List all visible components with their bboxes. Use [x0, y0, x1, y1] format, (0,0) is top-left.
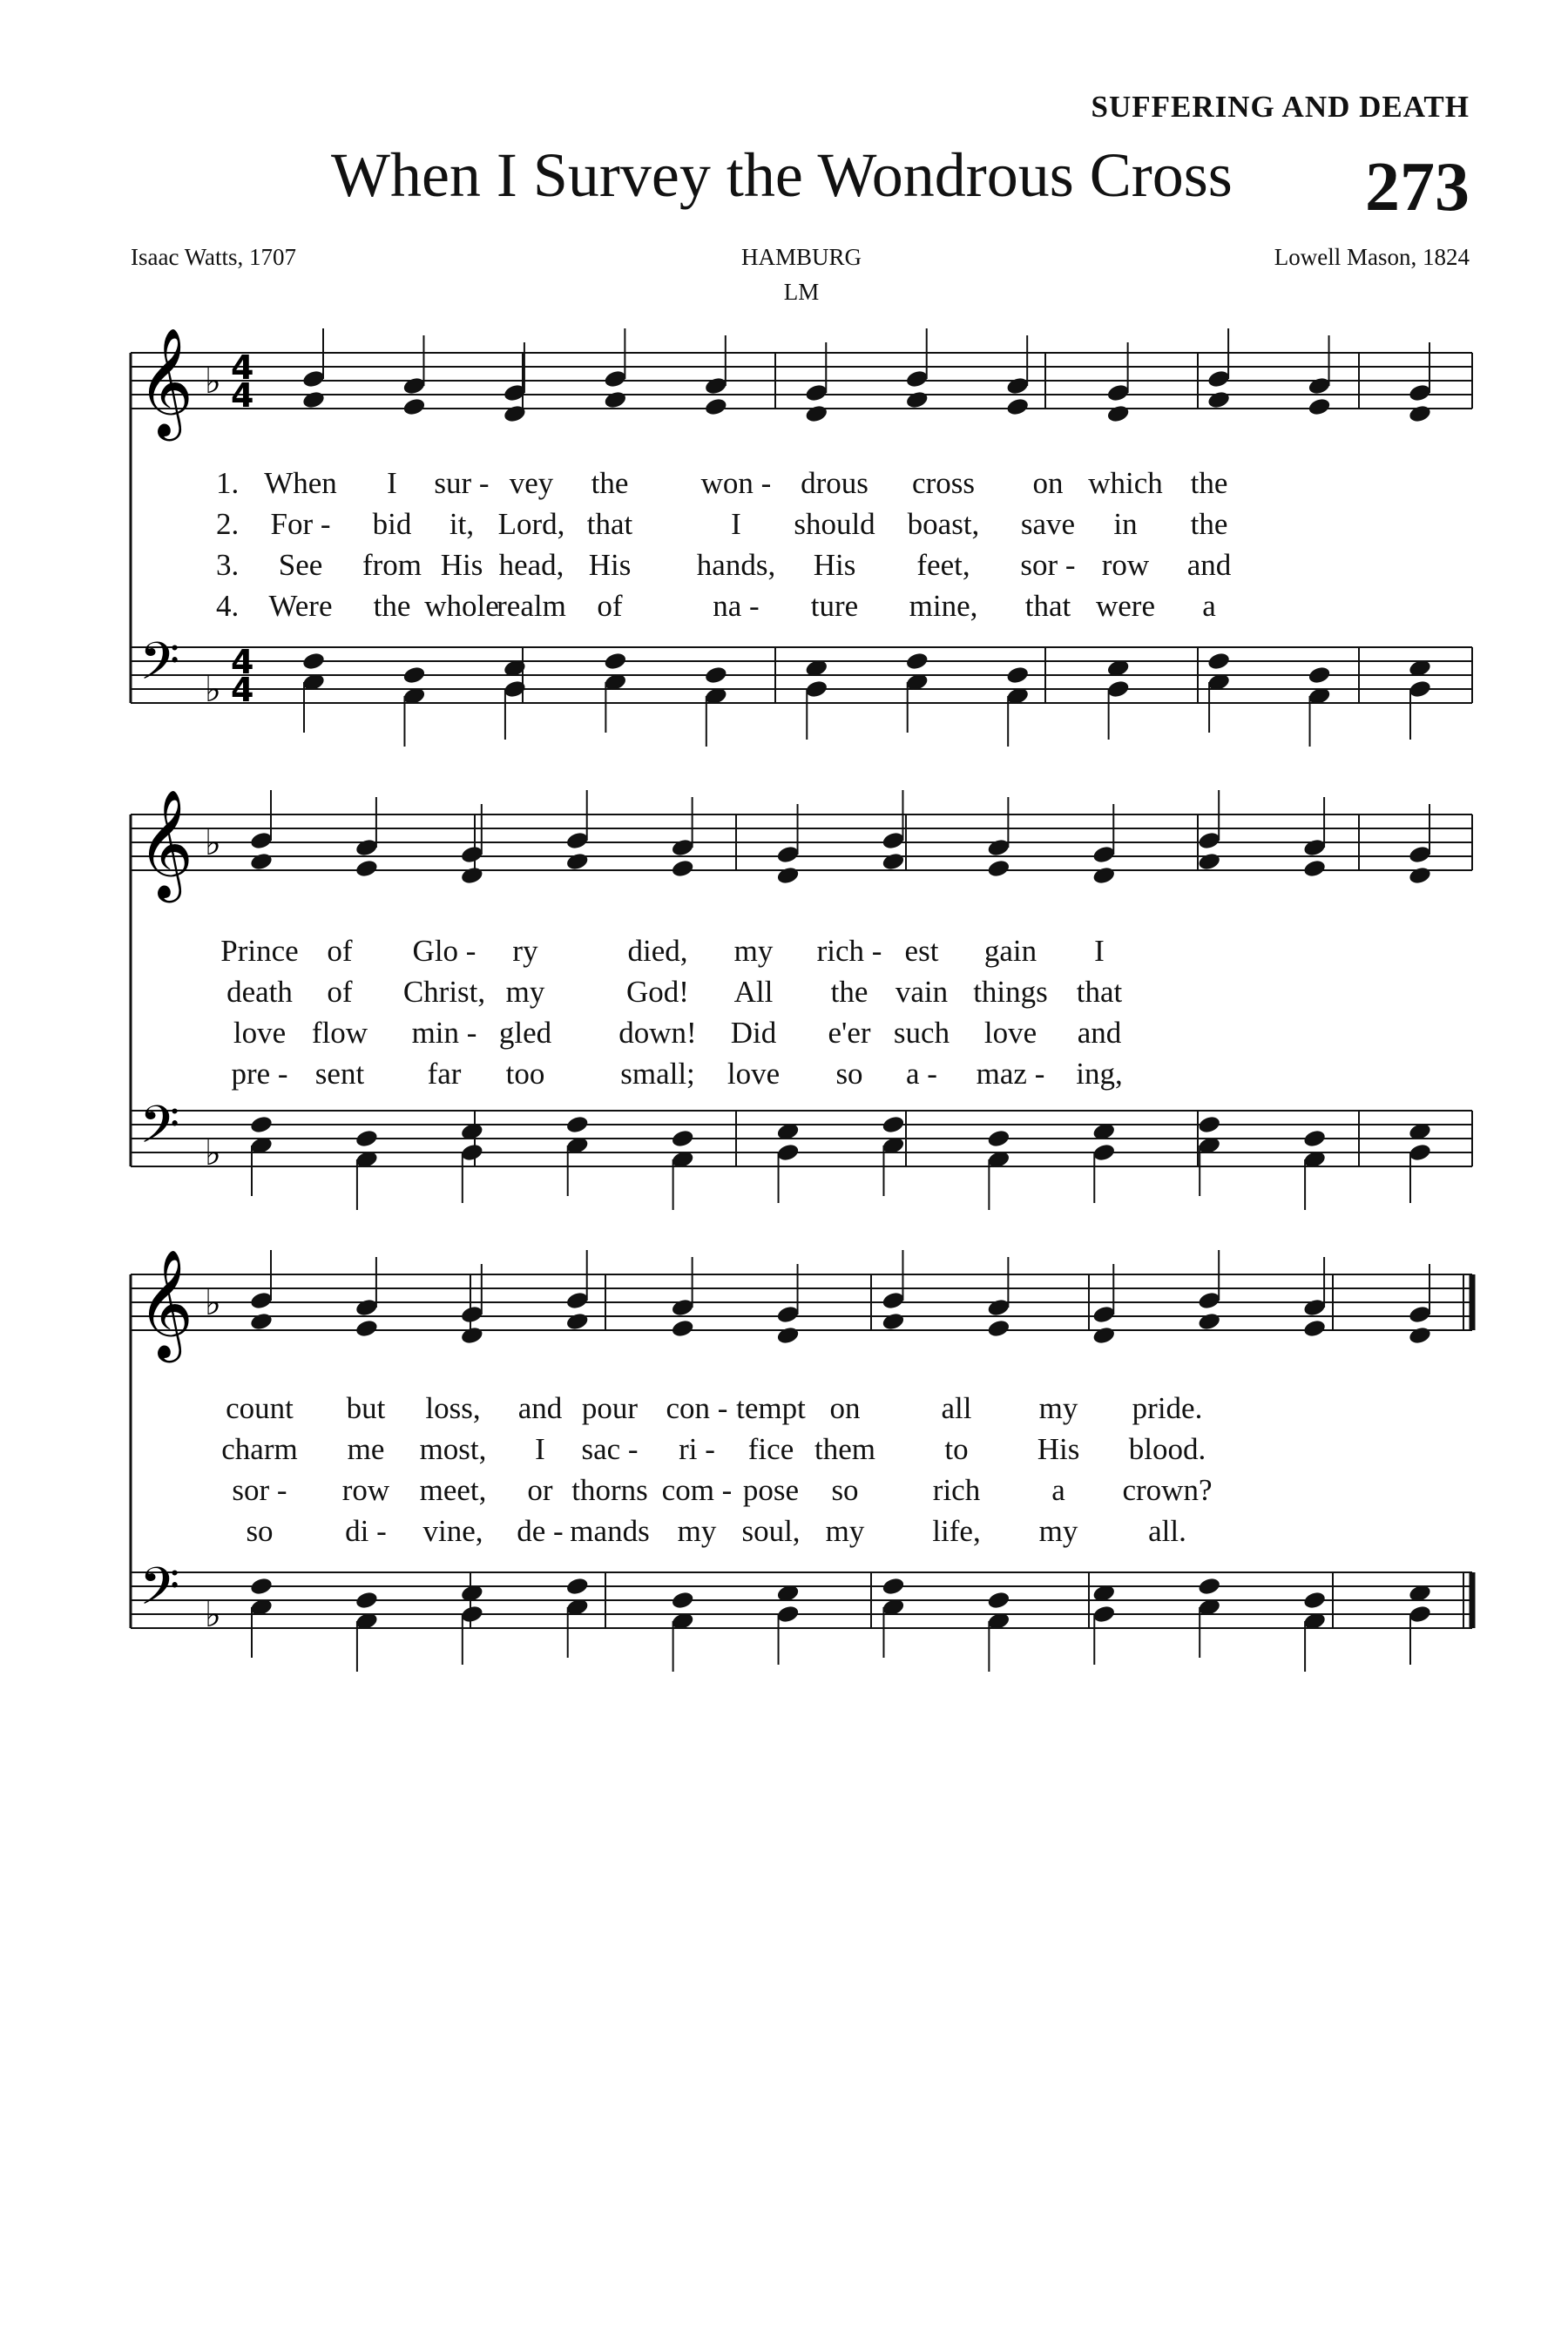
flat-key-signature-icon: ♭	[205, 362, 221, 402]
verse-number: 3.	[216, 548, 240, 582]
bass-notehead	[355, 1590, 379, 1610]
lyric-syllable: Christ,	[402, 975, 486, 1009]
treble-notehead	[355, 837, 379, 857]
lyric-syllable: min -	[411, 1016, 477, 1050]
lyric-syllable: which	[1088, 466, 1163, 500]
lyric-syllable: my	[677, 1514, 717, 1548]
lyric-syllable: pose	[742, 1473, 800, 1507]
lyric-syllable: gain	[983, 934, 1037, 968]
lyric-syllable: but	[346, 1391, 386, 1425]
verse-number: 2.	[216, 507, 240, 541]
lyric-syllable: flow	[311, 1016, 368, 1050]
treble-notehead	[1308, 375, 1332, 395]
lyric-syllable: it,	[449, 507, 475, 541]
treble-notehead	[1302, 837, 1327, 857]
time-signature-denominator: 4	[231, 671, 254, 709]
bass-notehead	[986, 1590, 1010, 1610]
lyric-syllable: rich	[932, 1473, 981, 1507]
lyric-syllable: charm	[221, 1432, 298, 1466]
lyric-syllable: His	[440, 548, 483, 582]
lyric-syllable: the	[591, 466, 629, 500]
lyric-syllable: and	[1077, 1016, 1122, 1050]
treble-notehead	[1197, 1290, 1221, 1310]
lyric-syllable: vain	[895, 975, 949, 1009]
bass-notehead	[881, 1576, 905, 1596]
bass-notehead	[776, 1142, 801, 1162]
bass-notehead	[565, 1576, 590, 1596]
lyric-syllable: na -	[713, 589, 760, 623]
bass-notehead	[565, 1114, 590, 1134]
lyric-syllable: cross	[912, 466, 975, 500]
lyric-syllable: most,	[419, 1432, 487, 1466]
treble-clef-icon: 𝄞	[138, 328, 193, 436]
treble-notehead	[402, 396, 426, 416]
treble-notehead	[1092, 844, 1116, 864]
lyric-syllable: a	[1202, 589, 1216, 623]
bass-notehead	[460, 1604, 484, 1624]
lyric-syllable: soul,	[741, 1514, 801, 1548]
lyric-syllable: that	[1024, 589, 1071, 623]
treble-notehead	[603, 368, 627, 389]
verse-number: 1.	[216, 466, 240, 500]
lyric-syllable: Were	[268, 589, 333, 623]
lyric-syllable: all	[941, 1391, 972, 1425]
lyric-syllable: on	[1032, 466, 1064, 500]
bass-clef-icon: 𝄢	[139, 1094, 180, 1167]
treble-notehead	[1302, 858, 1327, 878]
meter: LM	[783, 279, 820, 305]
treble-notehead	[704, 375, 728, 395]
lyric-syllable: Prince	[220, 934, 299, 968]
lyric-syllable: ri -	[679, 1432, 715, 1466]
hymn-title: When I Survey the Wondrous Cross	[331, 140, 1233, 210]
treble-notehead	[986, 1297, 1010, 1317]
lyric-syllable: His	[1037, 1432, 1080, 1466]
lyric-syllable: or	[527, 1473, 553, 1507]
treble-notehead	[905, 368, 929, 389]
treble-notehead	[460, 1304, 484, 1324]
bass-notehead	[1092, 1142, 1116, 1162]
lyric-syllable: on	[829, 1391, 861, 1425]
treble-notehead	[1106, 403, 1131, 423]
lyric-syllable: whole	[424, 589, 499, 623]
section-label: SUFFERING AND DEATH	[1091, 90, 1470, 124]
lyric-syllable: All	[733, 975, 774, 1009]
bass-notehead	[355, 1128, 379, 1148]
bass-notehead	[1408, 1604, 1432, 1624]
treble-notehead	[1005, 396, 1030, 416]
lyric-syllable: mands	[570, 1514, 650, 1548]
lyric-syllable: me	[347, 1432, 385, 1466]
treble-notehead	[249, 1290, 274, 1310]
lyric-syllable: sor -	[232, 1473, 287, 1507]
treble-notehead	[905, 389, 929, 409]
lyric-syllable: tempt	[736, 1391, 806, 1425]
bass-notehead	[301, 651, 326, 671]
lyric-syllable: Did	[730, 1016, 777, 1050]
lyric-syllable: my	[1038, 1391, 1078, 1425]
lyric-syllable: were	[1095, 589, 1156, 623]
treble-notehead	[355, 1297, 379, 1317]
treble-notehead	[1206, 389, 1231, 409]
lyric-syllable: vine,	[422, 1514, 483, 1548]
treble-notehead	[1197, 1311, 1221, 1331]
bass-notehead	[249, 1576, 274, 1596]
lyric-syllable: too	[505, 1057, 545, 1091]
treble-notehead	[704, 396, 728, 416]
bass-notehead	[804, 679, 828, 699]
lyric-syllable: I	[535, 1432, 545, 1466]
lyric-syllable: of	[597, 589, 623, 623]
bass-notehead	[881, 1114, 905, 1134]
treble-notehead	[881, 1311, 905, 1331]
treble-notehead	[460, 865, 484, 885]
treble-notehead	[355, 1318, 379, 1338]
treble-notehead	[301, 368, 326, 389]
lyric-syllable: est	[904, 934, 939, 968]
treble-notehead	[804, 403, 828, 423]
bass-notehead	[460, 1142, 484, 1162]
bass-clef-icon: 𝄢	[139, 631, 180, 704]
treble-notehead	[565, 1311, 590, 1331]
lyric-syllable: small;	[620, 1057, 695, 1091]
treble-notehead	[671, 1297, 695, 1317]
treble-notehead	[301, 389, 326, 409]
lyric-syllable: rich -	[816, 934, 882, 968]
bass-notehead	[1408, 679, 1432, 699]
lyric-syllable: crown?	[1122, 1473, 1213, 1507]
bass-notehead	[1302, 1590, 1327, 1610]
bass-notehead	[1092, 1604, 1116, 1624]
lyric-syllable: ry	[512, 934, 538, 968]
treble-notehead	[671, 837, 695, 857]
lyric-syllable: drous	[801, 466, 868, 500]
lyric-syllable: the	[1190, 507, 1228, 541]
lyric-syllable: gled	[498, 1016, 552, 1050]
lyric-syllable: pre -	[231, 1057, 288, 1091]
treble-notehead	[804, 382, 828, 402]
lyric-syllable: a -	[906, 1057, 937, 1091]
lyric-syllable: the	[373, 589, 411, 623]
lyric-syllable: save	[1020, 507, 1076, 541]
lyric-syllable: so	[246, 1514, 274, 1548]
lyric-syllable: realm	[497, 589, 566, 623]
lyric-syllable: the	[830, 975, 868, 1009]
lyric-syllable: Glo -	[412, 934, 476, 968]
lyric-syllable: pour	[581, 1391, 639, 1425]
treble-clef-icon: 𝄞	[138, 789, 193, 898]
treble-notehead	[1092, 1304, 1116, 1324]
flat-key-signature-icon: ♭	[205, 1283, 221, 1323]
lyric-syllable: bid	[372, 507, 412, 541]
lyric-syllable: ing,	[1076, 1057, 1123, 1091]
lyric-syllable: of	[327, 975, 353, 1009]
bass-notehead	[402, 665, 426, 685]
lyric-syllable: and	[517, 1391, 563, 1425]
treble-notehead	[565, 1290, 590, 1310]
lyric-syllable: far	[427, 1057, 462, 1091]
treble-notehead	[603, 389, 627, 409]
lyric-syllable: that	[586, 507, 633, 541]
lyric-syllable: mine,	[909, 589, 978, 623]
treble-notehead	[881, 851, 905, 871]
treble-notehead	[1408, 1304, 1432, 1324]
lyric-syllable: count	[226, 1391, 294, 1425]
time-signature-numerator: 4	[231, 643, 254, 681]
lyric-syllable: When	[264, 466, 337, 500]
lyric-syllable: loss,	[425, 1391, 481, 1425]
bass-notehead	[704, 665, 728, 685]
lyric-syllable: in	[1113, 507, 1138, 541]
treble-notehead	[986, 858, 1010, 878]
bass-notehead	[671, 1590, 695, 1610]
lyric-syllable: sent	[314, 1057, 365, 1091]
treble-notehead	[1408, 865, 1432, 885]
lyric-syllable: of	[327, 934, 353, 968]
lyric-syllable: them	[814, 1432, 875, 1466]
treble-notehead	[776, 865, 801, 885]
treble-notehead	[776, 1304, 801, 1324]
flat-key-signature-icon: ♭	[205, 1595, 221, 1635]
treble-notehead	[1106, 382, 1131, 402]
lyric-syllable: meet,	[419, 1473, 487, 1507]
lyric-syllable: my	[733, 934, 774, 968]
lyric-syllable: vey	[509, 466, 554, 500]
bass-notehead	[671, 1128, 695, 1148]
treble-notehead	[355, 858, 379, 878]
time-signature-denominator: 4	[231, 376, 254, 415]
lyric-syllable: down!	[618, 1016, 697, 1050]
lyric-syllable: sac -	[581, 1432, 639, 1466]
treble-notehead	[1408, 403, 1432, 423]
author-credit: Isaac Watts, 1707	[131, 244, 297, 270]
flat-key-signature-icon: ♭	[205, 670, 221, 710]
lyric-syllable: all.	[1148, 1514, 1186, 1548]
bass-notehead	[1197, 1114, 1221, 1134]
lyric-syllable: di -	[345, 1514, 387, 1548]
lyric-syllable: fice	[747, 1432, 794, 1466]
lyric-syllable: to	[944, 1432, 969, 1466]
lyric-syllable: com -	[661, 1473, 733, 1507]
bass-notehead	[1408, 1142, 1432, 1162]
bass-notehead	[1308, 665, 1332, 685]
lyric-syllable: love	[983, 1016, 1037, 1050]
lyric-syllable: maz -	[976, 1057, 1045, 1091]
lyric-syllable: row	[341, 1473, 390, 1507]
lyric-syllable: so	[831, 1473, 859, 1507]
lyric-syllable: thorns	[571, 1473, 648, 1507]
lyric-syllable: the	[1190, 466, 1228, 500]
lyric-syllable: love	[233, 1016, 287, 1050]
treble-notehead	[402, 375, 426, 395]
lyric-syllable: that	[1076, 975, 1123, 1009]
lyric-syllable: head,	[498, 548, 564, 582]
lyric-syllable: de -	[517, 1514, 564, 1548]
treble-notehead	[1302, 1297, 1327, 1317]
lyric-syllable: con -	[666, 1391, 728, 1425]
treble-notehead	[565, 851, 590, 871]
bass-notehead	[249, 1114, 274, 1134]
lyric-syllable: God!	[626, 975, 689, 1009]
lyric-syllable: I	[1094, 934, 1105, 968]
bass-notehead	[603, 651, 627, 671]
treble-notehead	[881, 1290, 905, 1310]
lyric-syllable: from	[362, 548, 422, 582]
treble-notehead	[776, 844, 801, 864]
lyric-syllable: my	[1038, 1514, 1078, 1548]
treble-notehead	[986, 837, 1010, 857]
treble-notehead	[776, 1325, 801, 1345]
time-signature-numerator: 4	[231, 348, 254, 387]
lyric-syllable: sur -	[434, 466, 490, 500]
verse-number: 4.	[216, 589, 240, 623]
lyric-syllable: life,	[932, 1514, 981, 1548]
lyric-syllable: pride.	[1132, 1391, 1203, 1425]
composer-credit: Lowell Mason, 1824	[1274, 244, 1470, 270]
treble-notehead	[671, 1318, 695, 1338]
lyric-syllable: I	[387, 466, 397, 500]
lyric-syllable: died,	[627, 934, 688, 968]
lyric-syllable: For -	[270, 507, 331, 541]
bass-notehead	[776, 1604, 801, 1624]
bass-notehead	[1005, 665, 1030, 685]
treble-notehead	[249, 830, 274, 850]
treble-notehead	[671, 858, 695, 878]
treble-notehead	[1408, 844, 1432, 864]
treble-notehead	[1206, 368, 1231, 389]
treble-notehead	[565, 830, 590, 850]
lyric-syllable: boast,	[907, 507, 980, 541]
treble-notehead	[881, 830, 905, 850]
treble-clef-icon: 𝄞	[138, 1249, 193, 1358]
treble-notehead	[1308, 396, 1332, 416]
lyric-syllable: death	[226, 975, 293, 1009]
lyric-syllable: and	[1186, 548, 1232, 582]
lyric-syllable: so	[835, 1057, 863, 1091]
lyric-syllable: I	[731, 507, 741, 541]
treble-notehead	[249, 1311, 274, 1331]
lyric-syllable: blood.	[1128, 1432, 1206, 1466]
lyric-syllable: should	[794, 507, 875, 541]
lyric-syllable: ture	[810, 589, 859, 623]
lyric-syllable: row	[1101, 548, 1150, 582]
lyric-syllable: won -	[700, 466, 772, 500]
tune-name: HAMBURG	[740, 244, 862, 270]
bass-notehead	[905, 651, 929, 671]
treble-notehead	[1197, 830, 1221, 850]
flat-key-signature-icon: ♭	[205, 823, 221, 863]
lyric-syllable: Lord,	[497, 507, 565, 541]
lyric-syllable: e'er	[828, 1016, 871, 1050]
treble-notehead	[1408, 382, 1432, 402]
treble-notehead	[249, 851, 274, 871]
bass-notehead	[986, 1128, 1010, 1148]
treble-notehead	[1408, 1325, 1432, 1345]
treble-notehead	[460, 1325, 484, 1345]
treble-notehead	[1092, 865, 1116, 885]
lyric-syllable: sor -	[1020, 548, 1076, 582]
lyric-syllable: my	[505, 975, 545, 1009]
bass-notehead	[1197, 1576, 1221, 1596]
lyric-syllable: See	[278, 548, 323, 582]
lyric-syllable: things	[973, 975, 1048, 1009]
treble-notehead	[1092, 1325, 1116, 1345]
treble-notehead	[986, 1318, 1010, 1338]
lyric-syllable: hands,	[696, 548, 776, 582]
lyric-syllable: His	[813, 548, 856, 582]
lyric-syllable: feet,	[916, 548, 970, 582]
lyric-syllable: such	[893, 1016, 950, 1050]
lyric-syllable: His	[588, 548, 632, 582]
treble-notehead	[1302, 1318, 1327, 1338]
lyric-syllable: my	[825, 1514, 865, 1548]
treble-notehead	[1197, 851, 1221, 871]
bass-notehead	[1206, 651, 1231, 671]
lyric-syllable: love	[727, 1057, 781, 1091]
bass-clef-icon: 𝄢	[139, 1556, 180, 1629]
treble-notehead	[460, 844, 484, 864]
flat-key-signature-icon: ♭	[205, 1133, 221, 1173]
hymn-number: 273	[1365, 149, 1470, 226]
treble-notehead	[1005, 375, 1030, 395]
bass-notehead	[1106, 679, 1131, 699]
lyric-syllable: a	[1051, 1473, 1065, 1507]
bass-notehead	[1302, 1128, 1327, 1148]
